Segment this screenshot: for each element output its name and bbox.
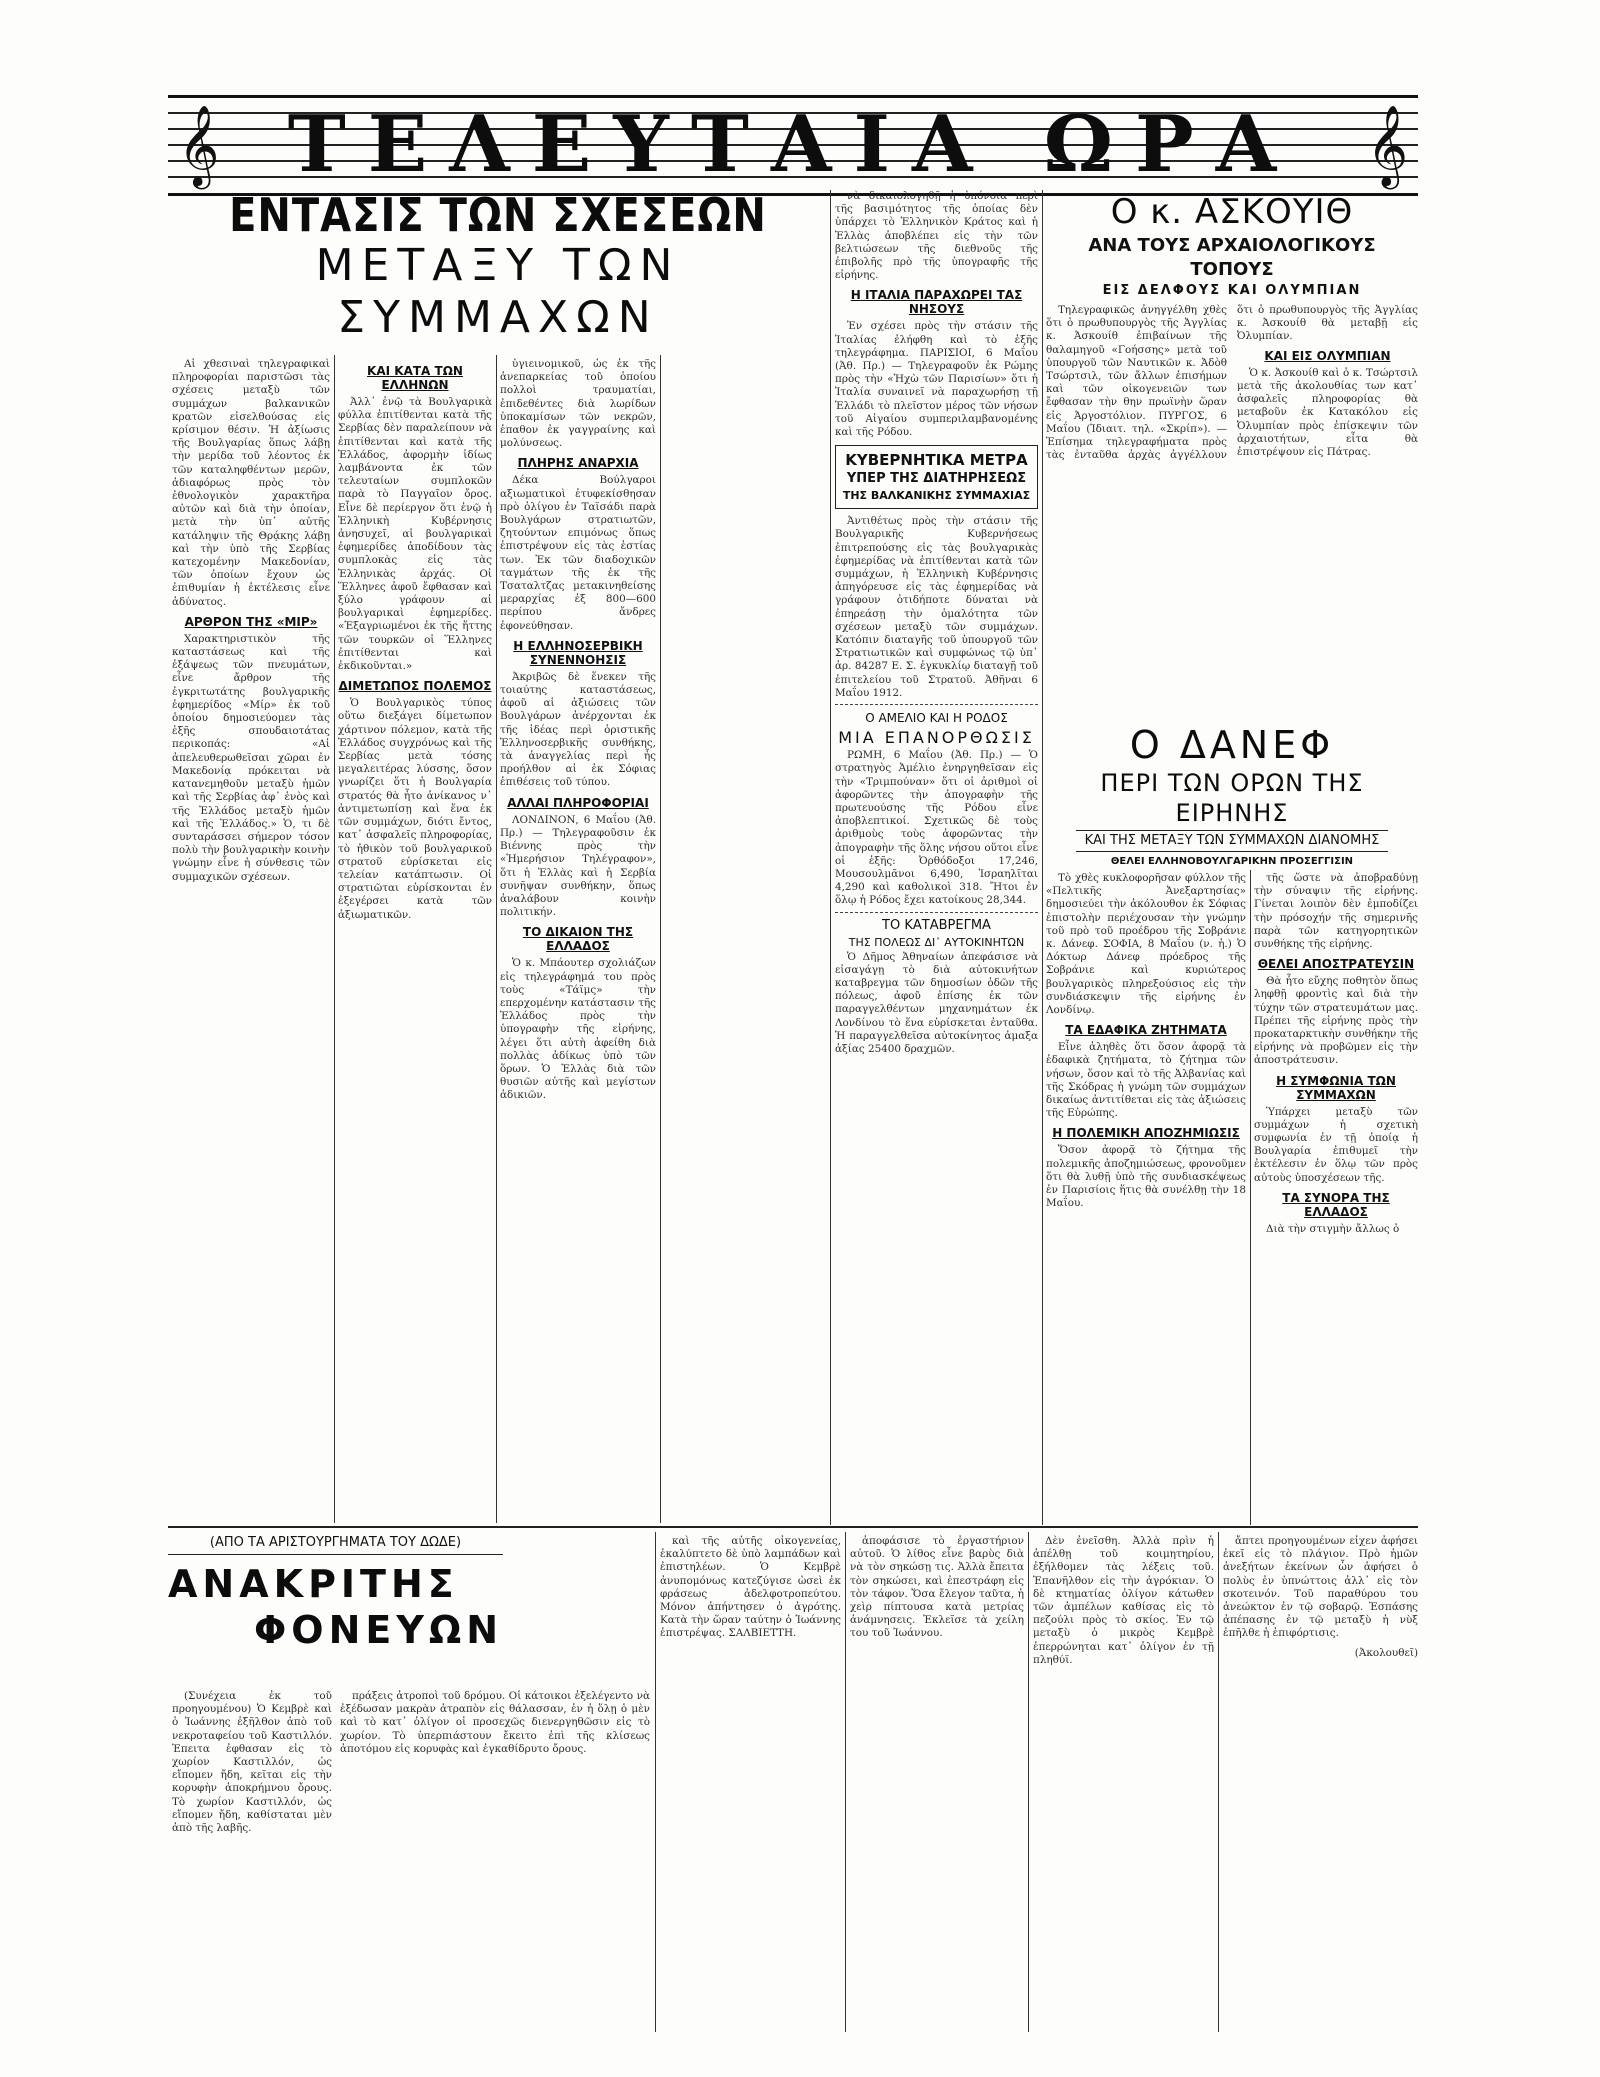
subheading-other-info: ΑΛΛΑΙ ΠΛΗΡΟΦΟΡΙΑΙ (507, 795, 649, 810)
serial-column-b (340, 1690, 650, 2030)
article-body: Ὅσον ἀφορᾷ τὸ ζήτημα τῆς πολεμικῆς ἀποζημιώσεως, φρονοῦμεν ὅτι θὰ λυθῇ ὑπὸ τῆς συνδιασκέψεως ἐν Παρισίοις ἥτις θὰ συνέλθῃ τὴν 18 Μαΐου. (1046, 1144, 1246, 1210)
serial-column-e (1033, 1535, 1214, 2030)
subheading-right-of-greece: ΤΟ ΔΙΚΑΙΟΝ ΤΗΣ ΕΛΛΑΔΟΣ (522, 925, 634, 954)
subheading-against-greeks: ΚΑΙ ΚΑΤΑ ΤΩΝ ΕΛΛΗΝΩΝ (367, 364, 463, 392)
article-body: ΡΩΜΗ, 6 Μαΐου (Ἀθ. Πρ.) — Ὁ στρατηγὸς Ἀμέλιο ἐνηργηθεῖσαν εἰς τὴν «Τριμπούναν» ὅτι οἱ ἀριθμοὶ οἱ ἀφορῶντες τὴν ἀπογραφὴν τῆς πρωτευούσης τῆς Ρόδου εἶνε ἀποβλεπτικοί. Σχετικῶς δὲ τοὺς ἀριθμοὺς τοὺς ἀφορῶντας τὴν ἀπογραφὴν τῆς ὅλης νήσου οὕτοι εἶνε οἱ ἑξῆς: Ὀρθόδοξοι 17,246, Μουσουλμᾶνοι 6,490, Ἰσραηλῖται 4,290 καὶ καθολικοὶ 318. Ἤτοι ἐν ὅλῳ ἡ Ρόδος ἔχει κατοίκους 28,344. (835, 749, 1038, 907)
subheading-war-indemnity: Η ΠΟΛΕΜΙΚΗ ΑΠΟΖΗΜΙΩΣΙΣ (1052, 1126, 1240, 1141)
treble-clef-icon: 𝄞 (1366, 104, 1408, 186)
treble-clef-icon: 𝄞 (178, 104, 220, 186)
subheading-borders: ΤΑ ΣΥΝΟΡΑ ΤΗΣ ΕΛΛΑΔΟΣ (1282, 1190, 1390, 1219)
subheading-demobilization: ΘΕΛΕΙ ΑΠΟΣΤΡΑΤΕΥΣΙΝ (1257, 957, 1415, 972)
masthead (168, 95, 1418, 196)
masthead-title: ΤΕΛΕΥΤΑΙΑ ΩΡΑ (287, 99, 1299, 190)
askouith-subheadline: ΑΝΑ ΤΟΥΣ ΑΡΧΑΙΟΛΟΓΙΚΟΥΣ ΤΟΠΟΥΣ (1088, 235, 1376, 280)
column-1 (172, 358, 330, 1523)
article-body: Αἱ χθεσιναὶ τηλεγραφικαὶ πληροφορίαι παριστῶσι τὰς σχέσεις μεταξὺ τῶν συμμάχων βαλκανικῶν κρατῶν εἰσελθούσας εἰς κρίσιμον θέσιν. Ἡ ἀξίωσις τῆς Βουλγαρίας ὅπως λάβῃ τὴν μερίδα τοῦ λέοντος ἐκ τῶν καταληφθέντων μερῶν, ἀδιαφόρως πρὸς τὸν ἐθνολογικὸν χαρακτῆρα αὐτῶν καὶ διὰ τὴν ὁποίαν, μετὰ τὴν ὑπ᾽ αὐτῆς κατάληψιν τῆς Θρᾴκης λάβῃ καὶ τὴν ὑπὸ τῆς Σερβίας κατεχομένην Μακεδονίαν, τῶν ὁποίων ἔχουν ὡς ἐπιθυμίαν ἡ ἐκτέλεσις εἶνε ἀδύνατος. (172, 358, 330, 608)
column-4 (835, 190, 1038, 1523)
article-body: νὰ δικαιολογηθῇ ἡ ὑπόνοια περὶ τῆς βασιμότητος τῆς ὁποίας δὲν ὑπάρχει τὸ Ἑλληνικὸν Κράτος καὶ ἡ Ἑλλὰς ἀποβλέπει εἰς τὴν τῶν βελτιώσεων τῆς διεθνοῦς τῆς ἐπιβολῆς πρὸ τῆς ὑπογραφῆς τῆς εἰρήνης. (835, 190, 1038, 282)
government-measures-headline (835, 445, 1038, 509)
article-body: ΛΟΝΔΙΝΟΝ, 6 Μαΐου (Ἀθ. Πρ.) — Τηλεγραφοῦσιν ἐκ Βιέννης πρὸς τὴν «Ἡμερήσιον Τηλέγραφον», ὅτι ἡ Ἑλλὰς καὶ ἡ Σερβία συνῆψαν συνθήκην, ὅπως ἀναλάβουν κοινὴν πολιτικήν. (500, 813, 656, 919)
article-body: Δέκα Βούλγαροι αξιωματικοὶ ἐτυφεκίσθησαν πρὸ ὀλίγου ἐν Ταϊσάδι παρὰ Βουλγάρων στρατιωτῶν, ζητούντων επιμόνως ὅπως ἐπιστρέψουν εἰς τὰς ἑστίας των. Ἐκ τῶν διαδοχικῶν ταγμάτων τῆς ἐκ τῆς Τσαταλτζας μετακινηθείσης μεραρχίας ἐξ 800—600 περίπου ἄνδρες ἐφονεύθησαν. (500, 474, 656, 632)
danef-subheadline: ΠΕΡΙ ΤΩΝ ΟΡΩΝ ΤΗΣ ΕΙΡΗΝΗΣ (1100, 769, 1364, 827)
subheading-allied-agreement: Η ΣΥΜΦΩΝΙΑ ΤΩΝ ΣΥΜΜΑΧΩΝ (1276, 1073, 1396, 1102)
watering-subheadline: ΤΗΣ ΠΟΛΕΩΣ ΔΙ᾽ ΑΥΤΟΚΙΝΗΤΩΝ (848, 935, 1025, 949)
article-body: Ἀλλ᾽ ἐνῷ τὰ Βουλγαρικὰ φύλλα ἐπιτίθενται κατὰ τῆς Σερβίας δὲν παραλείπουν νὰ ἐπιτίθενται καὶ κατὰ τῆς Ἑλλάδος, ἀφορμὴν ἰδίως λαμβάνοντα ἐκ τῶν τελευταίων συμπλοκῶν παρὰ τὸ Παγγαῖον ὄρος. Εἶνε δὲ περίεργον ὅτι ἐνῷ ἡ Ἑλληνικὴ Κυβέρνησις ἀνησυχεῖ, αἱ βουλγαρικαὶ ἐφημερίδες ἀποδίδουν τὰς συμπλοκὰς εἰς τὰς Ἑλληνικὰς ἀρχάς. Οἱ Ἕλληνες ἀφοῦ ἔφθασαν καὶ ξύλο γράφουν αἱ βουλγαρικαὶ ἐφημερίδες. «Ἐξαγριωμένοι ἐκ τῆς ἥττης τῶν τουρκῶν οἱ Ἕλληνες ἐπιτίθενται καὶ ἐκδικοῦνται.» (338, 396, 492, 673)
lead-headline-2: ΜΕΤΑΞΥ ΤΩΝ ΣΥΜΜΑΧΩΝ (315, 240, 681, 343)
article-body: Διὰ τὴν στιγμὴν ἄλλως ὁ (1266, 1222, 1400, 1235)
article-body: Ὁ κ. Μπάουτερ σχολιάζων εἰς τηλεγράφημά του πρὸς τοὺς «Τάϊμς» τὴν επερχομένην κατάστασιν τῆς Ἑλλάδος πρὸς τὴν ὑπογραφὴν τῆς εἰρήνης, λέγει ὅτι αὐτὴ ἀφείθη διὰ πολλὰς ἀδίκως ὑπὸ τῶν ὅρων. Ὁ Ἑλλὰς διὰ τῶν θυσιῶν αὐτῆς καὶ μεγίστων ἀδικιῶν. (500, 957, 656, 1102)
subheading-mir: ΑΡΘΡΟΝ ΤΗΣ «ΜΙΡ» (184, 614, 318, 629)
amelio-subheadline: ΜΙΑ ΕΠΑΝΟΡΘΩΣΙΣ (838, 728, 1035, 748)
article-body: Θὰ ἦτο εὔχης ποθητὸν ὅπως ληφθῇ φροντὶς καὶ διὰ τὴν τύχην τῶν στρατευμάτων μας. Πρέπει τῆς εἰρήνης πρὸς τὴν προκαταρκτικὴν συνθήκην τῆς εἰρήνης νὰ προβῶμεν εἰς τὴν ἀποστράτευσιν. (1254, 975, 1418, 1067)
article-body: Τηλεγραφικῶς ἀνηγγέλθη χθὲς ὅτι ὁ πρωθυπουργὸς τῆς Ἀγγλίας κ. Ἀσκουίθ ἐπιβαίνων τῆς θαλαμηγοῦ «Γοήσσης» μετὰ τοῦ ὑπουργοῦ τῶν Ναυτικῶν κ. Ἀδὸθ Τσώρτσιλ, τῶν ἄλλων ἐπισήμων καὶ τῶν οἰκογενειῶν των ἔφθασαν τὴν θην πρωϊνὴν ὥραν εἰς Ἀργοστόλιον. ΠΥΡΓΟΣ, 6 Μαΐου (Ἰδιαιτ. τηλ. «Σκρίπ»). — Ἐπίσημα τηλεγραφήματα πρὸς τὰς ἐνταῦθα ἀρχὰς ἀγγέλλουν ὅτι ὁ πρωθυπουργὸς τῆς Ἀγγλίας κ. Ἀσκουίθ θὰ μεταβῇ εἰς Ὀλυμπίαν. ΚΑΙ ΕΙΣ ΟΛΥΜΠΙΑΝ Ὁ κ. Ἀσκουίθ καὶ ὁ κ. Τσώρτσιλ μετὰ τῆς ἀκολουθίας των κατ᾽ ἀσφαλεῖς πληροφορίας θὰ μεταβοῦν ἐκ Κατακόλου εἰς Ὀλυμπίαν πρὸς ἐπίσκεψιν τῶν ἀρχαιοτήτων, εἶτα θὰ ἐπιστρέψουν εἰς Πάτρας. (1046, 304, 1418, 462)
serial-column-d (850, 1535, 1024, 2030)
serial-body: ἄπτει προηγουμένων εἶχεν ἀφήσει ἐκεῖ εἰς τὸ πλάγιον. Πρὸ ἡμῶν ἀνεξήτων ἐκείνων ὧν ἀφήσει ὁ πολὺς ἐν ὑπνώττοις ἀλλ᾽ εἰς τὸν σκοτεινόν. Τοῦ παραθύρου του ἀνεώκτον ἐν τῷ σοβαρῷ. Ἐσπάσης ἀπέπασης ἐν τῷ μεταξὺ ἡ νὺξ ἐπῆλθε ἡ ἐπιφόρτισις. (1223, 1535, 1418, 1640)
danef-headline: Ο ΔΑΝΕΦ (1129, 723, 1335, 767)
serial-column-c (660, 1535, 841, 2030)
article-body: Ὁ Βουλγαρικὸς τύπος οὕτω διεξάγει δίμετωπον χάρτινον πόλεμον, κατὰ τῆς Ἑλλάδος συγχρόνως καὶ τῆς Σερβίας μετὰ τόσης μεγαλειτέρας λύσσης, ὅσον γνωρίζει ὅτι ἡ Βουλγαρία στρατός θὰ ἦτο ἀνίκανος ν᾽ ἀντιμετωπίσῃ καὶ ἕνα ἐκ τῶν συμμάχων, διότι ἔντος, κατ᾽ ἀσφαλεῖς πληροφορίας, τὸ ἠθικὸν τοῦ βουλγαρικοῦ στρατοῦ εὑρίσκεται εἰς τελείαν κατάπτωσιν. Οἱ στρατιῶται εὑρίσκονται ἐν ἐξεγέρσει κατὰ τῶν ἀξιωματικῶν. (338, 697, 492, 921)
headline-line: ΥΠΕΡ ΤΗΣ ΔΙΑΤΗΡΗΣΕΩΣ (846, 471, 1027, 487)
askouith-article (1046, 190, 1418, 720)
askouith-headline: Ο κ. ΑΣΚΟΥΙΘ (1110, 192, 1354, 232)
subheading-two-front-war: ΔΙΜΕΤΩΠΟΣ ΠΟΛΕΜΟΣ (338, 679, 492, 694)
serial-kicker: (ΑΠΟ ΤΑ ΑΡΙΣΤΟΥΡΓΗΜΑΤΑ ΤΟΥ ΔΩΔΕ) (168, 1532, 503, 1555)
serial-column-a (172, 1690, 332, 2030)
subheading-greek-serbian: Η ΕΛΛΗΝΟΣΕΡΒΙΚΗ ΣΥΝΕΝΝΟΗΣΙΣ (513, 638, 643, 667)
serial-title-1: ΑΝΑΚΡΙΤΗΣ (168, 1562, 459, 1606)
amelio-headline: Ο ΑΜΕΛΙΟ ΚΑΙ Η ΡΟΔΟΣ (865, 711, 1008, 726)
danef-headline-block (1046, 722, 1418, 867)
headline-line: ΤΗΣ ΒΑΛΚΑΝΙΚΗΣ ΣΥΜΜΑΧΙΑΣ (842, 489, 1031, 503)
column-3 (500, 358, 656, 1523)
serial-body: πράξεις ἀτροποὶ τοῦ δρόμου. Οἱ κάτοικοι ἐξελέγεντο νὰ ἐξέδωσαν μακρὰν ἀτραπὸν εἰς θάλασσαν, ἐν ἡ ὅλῃ ὁ μὲν καὶ τὸ κατ᾽ ὀλίγον οἱ προσεχῶς διενεργηθῶσιν εἰς τὸ χωρίον. Τὸ ὑπερπιάστουν ἔκειτο ἐπὶ τῆς κλίσεως ἀποτόμου εἰς κορυφὰς καὶ ἐγκαθίδρυτο ὄρους. (340, 1690, 650, 1755)
serial-body: Δὲν ἐνεῖσθη. Ἀλλὰ πρὶν ἡ ἀπέλθῃ τοῦ κοιμητηρίου, ἐξήλθομεν τὰς λέξεις τοῦ. Ἐπανῆλθον εἰς τὴν ἀγρόκιαν. Ὁ δὲ κτηματίας ὀλίγον κάτωθεν τῶν ἀμπέλων καθίσας εἰς τὸ πεζούλι πρὸς τὸ σκίος. Ἐν τῷ μεταξὺ ὁ μικρὸς Κεμβρὲ ἐπερρώνηται κατ᾽ ὀλίγον ἐν τῇ πληθύϊ. (1033, 1535, 1214, 1666)
article-body: Ὁ Δῆμος Ἀθηναίων ἀπεφάσισε νὰ εἰσαγάγῃ τὸ διὰ αὐτοκινήτων καταβρεγμα τῶν δημοσίων ὁδῶν τῆς πόλεως, ἀφοῦ ἐπίσης ἐκ τῶν παραγγελθέντων μηχανημάτων ἐκ Λονδίνου τὸ ἕνα εὑρίσκεται ἐνταῦθα. Ἡ παραγγελθεῖσα αὐτοκίνητος ἀμαξα ἀξίας 25400 δραχμῶν. (835, 950, 1038, 1055)
serial-body: ἀποφάσισε τὸ ἐργαστήριον αὐτοῦ. Ὁ λίθος εἶνε βαρὺς διὰ νὰ τὸν σηκώσῃ τις. Ἀλλὰ ἔπειτα τὸν σηκώσει, καὶ ἐπεστράφη εἰς τὸν τάφον. Ὅσα ἔλεγον ταῦτα, ἡ χεὶρ πίπτουσα κατὰ μετρίας ἀνάμνησεις. Ἐκλεῖσε τὰ χείλη του τοῦ Ἰωάννου. (850, 1535, 1024, 1640)
column-2 (338, 358, 492, 1523)
askouith-subheadline-2: ΕΙΣ ΔΕΛΦΟΥΣ ΚΑΙ ΟΛΥΜΠΙΑΝ (1102, 283, 1362, 298)
article-body: Εἶνε ἀληθὲς ὅτι ὅσον ἀφορᾷ τὰ ἐδαφικὰ ζητήματα, τὸ ζήτημα τῶν νήσων, ὅσον καὶ τὸ τῆς Ἀλβανίας καὶ τῆς Σκόδρας ἡ γνώμη τῶν συμμάχων δικαίως ἀντιτίθεται εἰς τὰς ἀξιώσεις τῆς Εὐρώπης. (1046, 1041, 1246, 1120)
danef-subheadline-3: ΘΕΛΕΙ ΕΛΛΗΝΟΒΟΥΛΓΑΡΙΚΗΝ ΠΡΟΣΕΓΓΙΣΙΝ (1110, 856, 1354, 867)
serial-body: καὶ τῆς αὐτῆς οἰκογενείας, ἐκαλύπτετο δὲ ὑπὸ λαμπάδων καὶ ἐπιστηλέων. Ὁ Κεμβρὲ ἀνυπομόνως κατεζύγισε ὡσεὶ ἐκ φράσεως ἀδελφοτροπεύτου. Μόνον ἀπήντησεν ὁ ἀγρότης. Κατὰ τὴν ὥραν ταύτην ὁ Ἰωάννης ἐπιστρέψας. ΣΑΛΒΙΕΤΤΗ. (660, 1535, 841, 1640)
danef-column-left (1046, 872, 1246, 1522)
article-body: ὑγιεινομικοῦ, ὡς ἐκ τῆς ἀνεπαρκείας τοῦ ὁποίου πολλοὶ τραυματίαι, ἐπιδεθέντες διὰ λωρίδων ὑποκαμίσων τῶν νεκρῶν, ἐπαθον ἐκ γαγγραίνης καὶ μολύνσεως. (500, 358, 656, 450)
subheading-anarchy: ΠΛΗΡΗΣ ΑΝΑΡΧΙΑ (517, 456, 639, 471)
subheading-olympia: ΚΑΙ ΕΙΣ ΟΛΥΜΠΙΑΝ (1264, 348, 1391, 363)
continued-marker: (Ἀκολουθεῖ) (1354, 1646, 1418, 1659)
serial-title-2: ΦΟΝΕΥΩΝ (254, 1608, 503, 1652)
lead-headline-block (168, 190, 828, 350)
serial-title-block (168, 1532, 503, 1682)
lead-headline-1: ΕΝΤΑΣΙΣ ΤΩΝ ΣΧΕΣΕΩΝ (229, 190, 767, 243)
article-body: Ἀντιθέτως πρὸς τὴν στάσιν τῆς Βουλγαρικῆς Κυβερνήσεως ἐπιτρεπούσης εἰς τὰς βουλγαρικὰς ἐφημερίδας νὰ ἐπιτίθενται κατὰ τῶν συμμάχων, ἡ Ἑλληνικὴ Κυβέρνησις ἀπηγόρευσε εἰς τὰς ἐφημερίδας νὰ γράφουν ὁτιδήποτε δύναται νὰ ἐπηρεάσῃ τὴν ὁμαλότητα τῶν σχέσεων μεταξὺ τῶν συμμάχων. Κατόπιν διαταγῆς τοῦ ὑπουργοῦ τῶν Στρατιωτικῶν καὶ συμφώνως τῷ ὑπ᾽ ἀρ. 84287 Ε. Σ. ἐγκυκλίῳ διαταγῇ τοῦ ἐπιτελείου τοῦ Στρατοῦ. Ἀθῆναι 6 Μαΐου 1912. (835, 515, 1038, 699)
article-body: Τὸ χθὲς κυκλοφορῆσαν φύλλον τῆς «Πελτικῆς Ἀνεξαρτησίας» δημοσιεύει τὴν ἀκόλουθον ἐκ Σόφιας ἐπιστολὴν περιέχουσαν τὴν γνώμην τοῦ πρὸ τοῦ προέδρου τῆς Σοβράνιε κ. Δάνεφ. ΣΟΦΙΑ, 8 Μαΐου (ν. ἡ.) Ὁ Δόκτωρ Δάνεφ πρόεδρος τῆς Σοβράνιε καὶ κυριώτερος βουλγαρικὸς πληρεξούσιος εἰς τὴν συνδιάσκεψιν τῆς εἰρήνης ἐν Λονδίνῳ. (1046, 872, 1246, 1017)
article-body: Ἐν σχέσει πρὸς τὴν στάσιν τῆς Ἰταλίας ἐλήφθη καὶ τὸ ἑξῆς τηλεγράφημα. ΠΑΡΙΣΙΟΙ, 6 Μαΐου (Ἀθ. Πρ.) — Τηλεγραφοῦν ἐκ Ρώμης πρὸς τὴν «Ἠχὼ τῶν Παρισίων» ὅτι ἡ Ἰταλία συναινεῖ νὰ παραχωρήσῃ τῇ Ἑλλάδι τὸ πλεῖστον μέρος τῶν νήσων τοῦ Αἰγαίου συμπεριλαμβανομένης καὶ τῆς Ρόδου. (835, 320, 1038, 439)
subheading-territorial: ΤΑ ΕΔΑΦΙΚΑ ΖΗΤΗΜΑΤΑ (1065, 1023, 1227, 1038)
subheading-italy-islands: Η ΙΤΑΛΙΑ ΠΑΡΑΧΩΡΕΙ ΤΑΣ ΝΗΣΟΥΣ (850, 288, 1023, 317)
article-body: τῆς ὥστε νὰ ἀποβραδύνῃ τὴν σύναψιν τῆς εἰρήνης. Γίνεται λοιπὸν δὲν ἐμποδίζει τὴν πρόσοχήν τῆς σημερινῆς παρὰ τῶν κατηγορητικῶν συνθήκης τῆς εἰρήνης. (1254, 872, 1418, 951)
article-body: Χαρακτηριστικὸν τῆς καταστάσεως καὶ τῆς ἐξάψεως τῶν πνευμάτων, εἶνε ἄρθρον τῆς ἐγκριτωτάτης βουλγαρικῆς ἐφημερίδος «Μίρ» ἐκ τοῦ ὁποίου δημοσιεύομεν τὰς ἑξῆς σπουδαιοτάτας περικοπάς: «Αἱ ἀπελευθερωθεῖσαι χῶραι ἐν Μακεδονίᾳ πρόκειται νὰ κατανεμηθοῦν μεταξὺ ἡμῶν καὶ τῆς Σερβίας ἀφ᾽ ἑνὸς καὶ τῆς Ἑλλάδος μεταξὺ ἡμῶν καὶ τῆς Ἑλλάδος.» Ὁ, τι δὲ συνταράσσει σήμερον τόσον πολὺ τὴν βουλγαρικὴν κοινὴν γνώμην εἶνε ἡ σύνθεσις τῶν συμμαχικῶν σχέσεων. (172, 632, 330, 883)
article-body: Ὑπάρχει μεταξὺ τῶν συμμάχων ἡ σχετικὴ συμφωνία ἐν τῇ ὁποίᾳ ἡ Βουλγαρία ἐπιθυμεῖ τὴν ἐκτέλεσιν ἐν ὅλῳ τῶν πρὸς αὐτοὺς ὑποσχέσεων τῆς. (1254, 1105, 1418, 1184)
serial-body: (Συνέχεια ἐκ τοῦ προηγουμένου) Ὁ Κεμβρὲ καὶ ὁ Ἰωάννης ἐξῆλθον ἀπὸ τοῦ νεκροταφείου τοῦ Καστιλλόν. Ἐπειτα ἐφθασαν εἰς τὸ χωρίον Καστιλλόν, ὡς εἴπομεν ἤδη, κεῖται εἰς τὴν κορυφὴν ἀποκρήμνου ὄρους. Τὸ χωρίον Καστιλλόν, ὡς εἴπομεν ἤδη, καθίσταται μὲν ἀπὸ τῆς λαβῆς. (172, 1690, 332, 1835)
serial-column-f (1223, 1535, 1418, 2030)
danef-subheadline-2: ΚΑΙ ΤΗΣ ΜΕΤΑΞΥ ΤΩΝ ΣΥΜΜΑΧΩΝ ΔΙΑΝΟΜΗΣ (1076, 830, 1388, 852)
danef-column-right (1254, 872, 1418, 1522)
headline-line: ΚΥΒΕΡΝΗΤΙΚΑ ΜΕΤΡΑ (845, 451, 1028, 470)
article-body: Ἀκριβῶς δὲ ἕνεκεν τῆς τοιαύτης καταστάσεως, ἀφοῦ αἱ ἀξιώσεις τῶν Βουλγάρων ἀνέρχονται ἐκ τῆς ἰδέας περὶ ὁριστικῆς Ἑλληνοσερβικῆς συνθήκης, τὰ ἀναγγελίας περὶ ἧς προήλθον αἱ ἐκ Σόφιας ἐπιθέσεις τοῦ τύπου. (500, 670, 656, 789)
watering-headline: ΤΟ ΚΑΤΑΒΡΕΓΜΑ (882, 917, 991, 933)
